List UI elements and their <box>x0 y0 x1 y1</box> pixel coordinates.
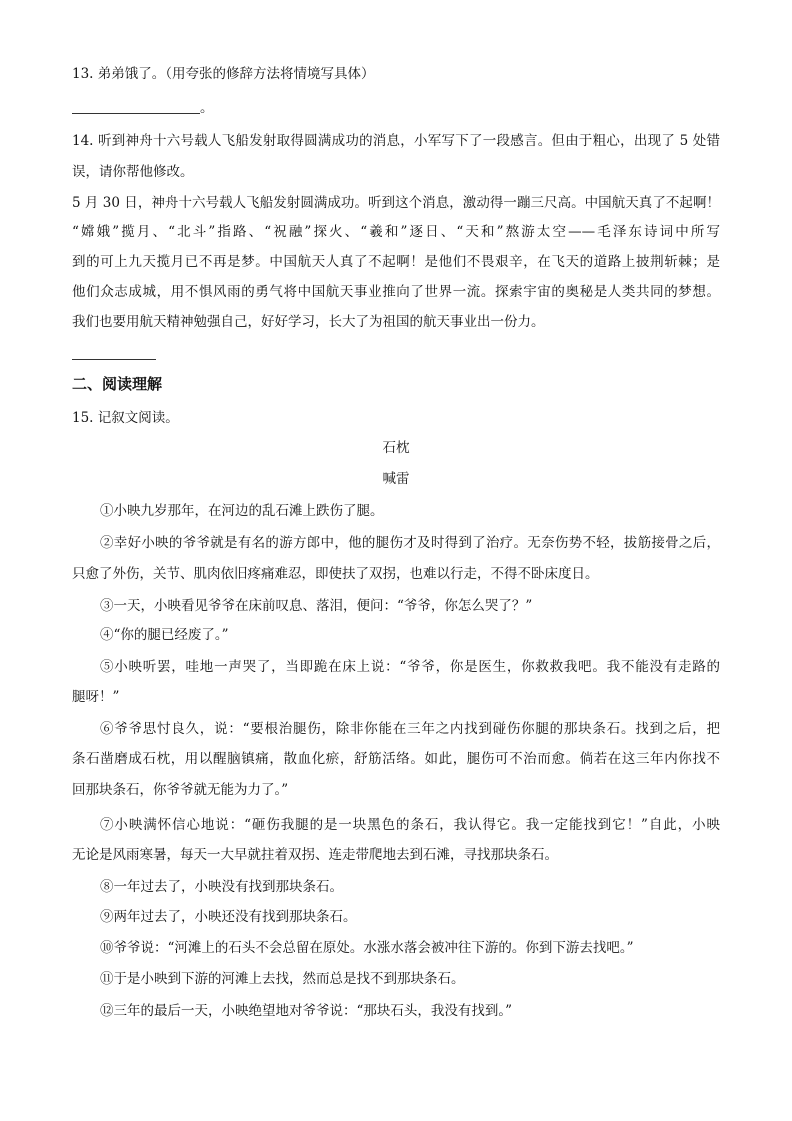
article-paragraph-2-line-2: 只愈了外伤，关节、肌肉依旧疼痛难忍，即使扶了双拐，也难以行走，不得不卧床度日。 <box>72 566 599 582</box>
article-paragraph-7-line-2: 无论是风雨寒暑，每天一大早就拄着双拐、连走带爬地去到石滩，寻找那块条石。 <box>72 847 558 863</box>
q15-intro: 15. 记叙文阅读。 <box>72 410 179 426</box>
article-paragraph-2-line-1: ②幸好小映的爷爷就是有名的游方郎中，他的腿伤才及时得到了治疗。无奈伤势不轻，拔筋接骨之后， <box>100 535 720 551</box>
q14-prompt-line-2: 误，请你帮他修改。 <box>72 164 194 180</box>
q14-passage-line-4: 他们众志成城，用不惧风雨的勇气将中国航天事业推向了世界一流。探索宇宙的奥秘是人类共同的梦想。 <box>72 284 720 300</box>
q14-passage-line-1: 5 月 30 日，神舟十六号载人飞船发射圆满成功。听到这个消息，激动得一蹦三尺高。中国航天真了不起啊！ <box>72 195 720 211</box>
q14-passage-line-5: 我们也要用航天精神勉强自己，好好学习，长大了为祖国的航天事业出一份力。 <box>72 314 545 330</box>
article-title: 石枕 <box>382 440 410 456</box>
article-paragraph-6-line-1: ⑥爷爷思忖良久，说：“要根治腿伤，除非你能在三年之内找到碰伤你腿的那块条石。找到之后，把 <box>100 721 720 737</box>
q14-passage-line-3: 到的可上九天揽月已不再是梦。中国航天人真了不起啊！是他们不畏艰辛，在飞天的道路上披荆斩棘；是 <box>72 254 720 270</box>
q14-prompt-line-1: 14. 听到神舟十六号载人飞船发射取得圆满成功的消息，小军写下了一段感言。但由于粗心，出现了 5 处错 <box>72 133 720 149</box>
article-paragraph-10: ⑩爷爷说：“河滩上的石头不会总留在原处。水涨水落会被冲往下游的。你到下游去找吧。” <box>100 940 634 956</box>
q14-answer-blank <box>72 359 156 360</box>
article-paragraph-9: ⑨两年过去了，小映还没有找到那块条石。 <box>100 909 357 925</box>
article-author: 喊雷 <box>382 471 410 487</box>
q13-answer-blank <box>72 113 200 114</box>
article-paragraph-5-line-1: ⑤小映听罢，哇地一声哭了，当即跪在床上说：“爷爷，你是医生，你救救我吧。我不能没有走路的 <box>100 659 720 675</box>
q14-passage-line-2: “嫦娥”揽月、“北斗”指路、“祝融”探火、“羲和”逐日、“天和”熬游太空——毛泽东诗词中所写 <box>72 224 720 240</box>
article-paragraph-7-line-1: ⑦小映满怀信心地说：“砸伤我腿的是一块黑色的条石，我认得它。我一定能找到它！”自此，小映 <box>100 817 720 833</box>
article-paragraph-3: ③一天，小映看见爷爷在床前叹息、落泪，便问：“爷爷，你怎么哭了？” <box>100 598 533 614</box>
article-paragraph-12: ⑫三年的最后一天，小映绝望地对爷爷说：“那块石头，我没有找到。” <box>100 1003 513 1019</box>
q13-prompt: 13. 弟弟饿了。（用夸张的修辞方法将情境写具体） <box>72 66 375 82</box>
article-paragraph-6-line-3: 回那块条石，你爷爷就无能为力了。” <box>72 782 289 798</box>
section-heading: 二、阅读理解 <box>72 375 163 393</box>
article-paragraph-8: ⑧一年过去了，小映没有找到那块条石。 <box>100 879 343 895</box>
article-paragraph-5-line-2: 腿呀！” <box>72 689 120 705</box>
article-paragraph-4: ④“你的腿已经废了。” <box>100 627 229 643</box>
article-paragraph-11: ⑪于是小映到下游的河滩上去找，然而总是找不到那块条石。 <box>100 971 465 987</box>
article-paragraph-6-line-2: 条石凿磨成石枕，用以醒脑镇痛，散血化瘀，舒筋活络。如此，腿伤可不治而愈。倘若在这三年内你找不 <box>72 751 720 767</box>
article-paragraph-1: ①小映九岁那年，在河边的乱石滩上跌伤了腿。 <box>100 503 384 519</box>
q13-end-mark: 。 <box>200 100 214 116</box>
